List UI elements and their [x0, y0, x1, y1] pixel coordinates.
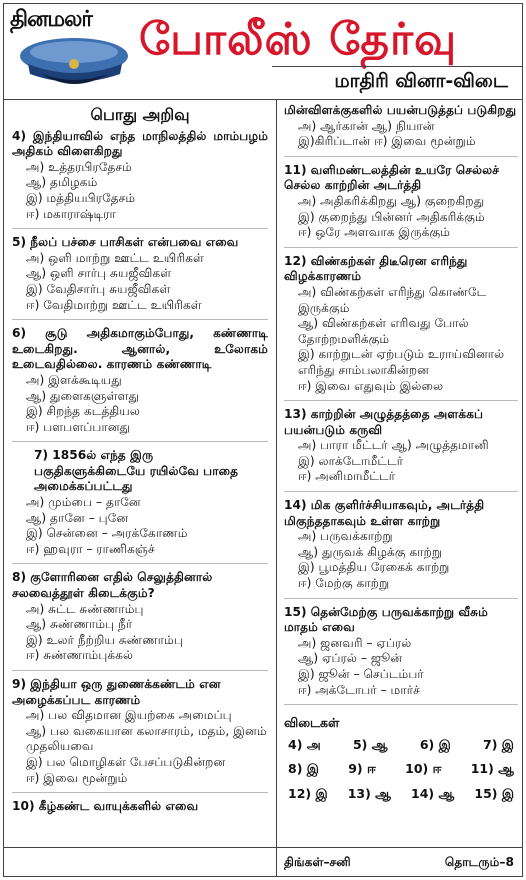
answer: 13) ஆ	[347, 785, 391, 801]
column-divider	[276, 100, 277, 847]
question-separator	[12, 563, 268, 564]
option: ஆ) துருவக் கிழக்கு காற்று	[298, 544, 443, 559]
answer: 8) இ	[288, 761, 319, 777]
police-cap-icon	[12, 34, 130, 94]
option: ஈ) பளபளப்பானது	[26, 419, 131, 434]
option: ஆ) பல வகையான கலாசாரம், மதம், இனம் முதலியவை	[26, 723, 267, 754]
option: அ) மும்பை – தானே	[26, 495, 141, 510]
option: ஆ) ஒளி சார்பு சுயஜீவிகள்	[26, 266, 172, 281]
option: அ) பாரா மீட்டர் ஆ) அழுத்தமானி	[298, 438, 489, 453]
question-separator	[12, 792, 268, 793]
question-12	[284, 254, 518, 401]
question-text: 7) 1856ல் எந்த இரு பகுதிகளுக்கிடையே ரயில்வே பாதை அமைக்கப்பட்டது	[34, 448, 239, 494]
option: இ) குறைந்து பின்னர் அதிகரிக்கும்	[298, 209, 485, 224]
answers-row	[284, 761, 518, 777]
answer: 6) இ	[419, 736, 451, 752]
question-text: 6) சூடு அதிகமாகும்போது, கண்ணாடி உடைகிறது. ஆனால், உலோகம் உடைவதில்லை. காரணம் கண்ணாடி	[12, 326, 268, 372]
option: இ) காற்றுடன் ஏற்படும் உராய்வினால் எரிந்து சாம்பலாகின்றன	[298, 347, 505, 377]
option: ஈ) மகாராஷ்டிரா	[26, 206, 116, 221]
question-separator	[284, 704, 518, 705]
option: இ) மத்தியபிரதேசம்	[26, 190, 136, 205]
option: அ) விண்கற்கள் எரிந்து கொண்டே இருக்கும்	[298, 284, 487, 315]
newspaper-page	[3, 3, 523, 877]
option: ஆ) துளைகளுள்ளது	[26, 388, 140, 403]
subtitle-band	[272, 66, 522, 95]
question-text: 14) மிக குளிர்ச்சியாகவும், அடர்த்தி மிகுந்ததாகவும் உள்ள காற்று	[284, 498, 485, 528]
option: அ) சுட்ட சுண்ணாம்பு	[26, 601, 144, 616]
question-text: மின்விளக்குகளில் பயன்படுத்தப் படுகிறது	[284, 103, 517, 117]
question-9	[12, 677, 268, 793]
question-text: 11) வளிமண்டலத்தின் உயரே செல்லச் செல்ல காற்றின் அடர்த்தி	[284, 162, 499, 193]
footer-day: திங்கள்–சனி	[284, 855, 351, 869]
option: அ) அதிகரிக்கிறது ஆ) குறைகிறது	[298, 193, 485, 208]
option: ஆ) விண்கற்கள் எரிவது போல் தோற்றமளிக்கும்	[298, 316, 469, 346]
question-11	[284, 163, 518, 248]
question-text: 9) இந்தியா ஒரு துணைக்கண்டம் என அழைக்கப்பட காரணம்	[12, 677, 221, 707]
question-separator	[12, 228, 268, 229]
option: இ) உலர் நீற்றிய சுண்ணாம்பு	[26, 632, 184, 647]
option: ஈ) ஹவுரா – ராணிகஞ்ச்	[26, 541, 155, 556]
question-14	[284, 498, 518, 599]
question-13	[284, 407, 518, 492]
option: அ) உத்தரபிரதேசம்	[26, 159, 132, 174]
question-5	[12, 235, 268, 320]
masthead	[4, 4, 522, 100]
left-column	[12, 105, 268, 815]
question-text: 8) குளோரினை எதில் செலுத்தினால் சலவைத்தூள் கிடைக்கும்?	[12, 570, 213, 601]
question-15	[284, 605, 518, 706]
option: ஈ) இவை மூன்றும்	[26, 770, 128, 785]
question-text: 5) நீலப் பச்சை பாசிகள் என்பவை எவை	[12, 235, 239, 250]
question-separator	[12, 441, 268, 442]
option: அ) பருவக்காற்று	[298, 529, 393, 544]
question-separator	[284, 491, 518, 492]
answer: 10) ஈ	[405, 761, 442, 777]
question-10	[12, 799, 268, 815]
question-separator	[284, 400, 518, 401]
option: ஈ) இவை எதுவும் இல்லை	[298, 378, 444, 393]
answers-title: விடைகள்	[284, 715, 340, 731]
question-separator	[284, 247, 518, 248]
question-text: 4) இந்தியாவில் எந்த மாநிலத்தில் மாம்பழம் அதிகம் விளைகிறது	[12, 128, 268, 159]
option: இ) சிறந்த கடத்தியல	[26, 404, 140, 419]
page-subtitle: மாதிரி வினா-விடை	[334, 70, 508, 92]
answer: 4) அ	[288, 736, 321, 752]
option: ஈ) அக்டோபர் – மார்ச்	[298, 682, 420, 697]
option: ஆ) ஏப்ரல் – ஜூன்	[298, 651, 403, 666]
option: இ) பல மொழிகள் பேசப்படுகின்றன	[26, 754, 226, 769]
option: இ) சென்னை – அரக்கோணம்	[26, 526, 188, 541]
answer: 12) இ	[288, 785, 328, 801]
question-8	[12, 570, 268, 671]
answer: 9) ஈ	[348, 761, 376, 777]
footer-divider	[276, 848, 277, 877]
question-7	[12, 448, 268, 564]
dinamalar-logo	[8, 6, 132, 96]
question-text: 10) கீழ்கண்ட வாயுக்களில் எவை	[12, 799, 199, 814]
answer: 11) ஆ	[470, 761, 514, 777]
option: ஆ) சுண்ணாம்பு நீர்	[26, 617, 133, 632]
option: இ) வேதிசார்பு சுயஜீவிகள்	[26, 281, 171, 296]
option: அ) ஆர்கான் ஆ) நியான்	[298, 118, 435, 133]
option: ஈ) மேற்கு காற்று	[298, 576, 390, 591]
question-text: 12) விண்கற்கள் திடீரென எரிந்து விழக்காரணம்	[284, 253, 468, 284]
question-4	[12, 129, 268, 230]
option: இ) பூமத்திய ரேகைக் காற்று	[298, 560, 450, 575]
answers-row	[284, 786, 518, 802]
option: ஈ) அனிமாமீட்டர்	[298, 469, 396, 484]
option: இ) லாக்டோமீட்டர்	[298, 453, 404, 468]
option: அ) இளக்கூடியது	[26, 372, 122, 387]
option: அ) ஜனவரி – ஏப்ரல்	[298, 635, 412, 650]
answer: 14) ஆ	[411, 785, 455, 801]
option: ஆ) தமிழகம்	[26, 175, 98, 190]
question-separator	[284, 598, 518, 599]
question-6	[12, 326, 268, 442]
option: இ)கிரிப்டான் ஈ) இவை மூன்றும்	[298, 134, 476, 149]
option: ஆ) தானே – புனே	[26, 510, 129, 525]
option: அ) ஒளி மாற்று ஊட்ட உயிரிகள்	[26, 250, 205, 265]
answer: 15) இ	[474, 785, 514, 801]
option: இ) ஜூன் – செப்டம்பர்	[298, 667, 424, 681]
right-column	[284, 103, 518, 811]
answers-box	[284, 715, 518, 801]
question-text: 13) காற்றின் அழுத்தத்தை அளக்கப் பயன்படும் கருவி	[284, 407, 484, 437]
section-heading: பொது அறிவு	[90, 105, 190, 124]
option: ஈ) சுண்ணாம்புக்கல்	[26, 648, 134, 663]
question-separator	[284, 156, 518, 157]
option: அ) பல விதமான இயற்கை அமைப்பு	[26, 708, 232, 723]
logo-text: தினமலர்	[10, 6, 92, 32]
answer: 7) இ	[483, 736, 514, 752]
question-10-continued	[284, 103, 518, 157]
option: ஈ) ஒரே அளவாக இருக்கும்	[298, 225, 451, 240]
footer-bar	[4, 847, 522, 877]
answers-row	[284, 737, 518, 753]
question-separator	[12, 670, 268, 671]
page-title: போலீஸ் தேர்வு	[139, 14, 458, 65]
footer-continued: தொடரும்–8	[444, 855, 514, 869]
question-separator	[12, 319, 268, 320]
answer: 5) ஆ	[352, 736, 388, 752]
option: ஈ) வேதிமாற்று ஊட்ட உயிரிகள்	[26, 297, 202, 312]
question-text: 15) தென்மேற்கு பருவக்காற்று வீசும் மாதம் எவை	[284, 604, 488, 635]
